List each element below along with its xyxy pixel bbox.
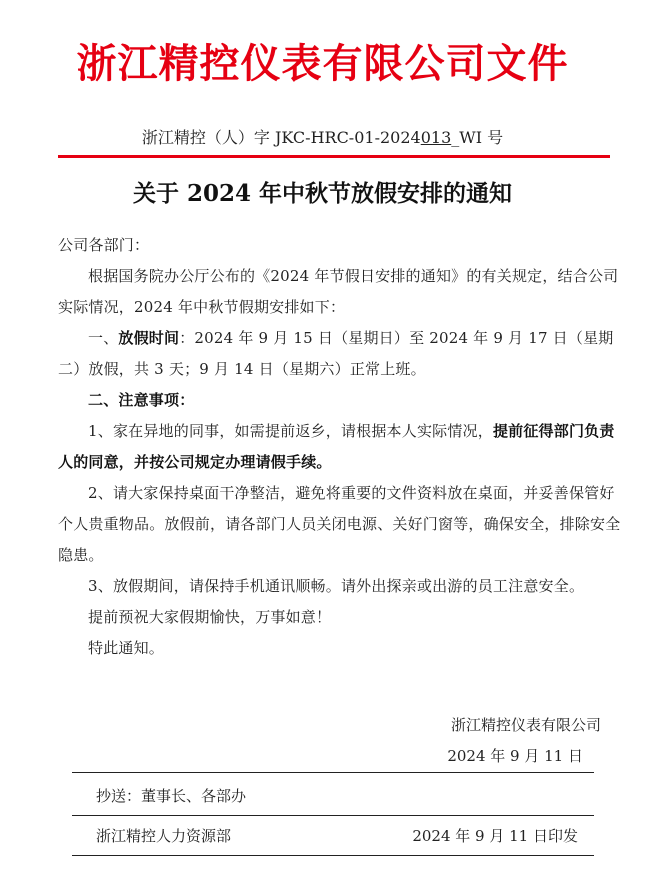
wishes-line: 提前预祝大家假期愉快，万事如意！ [88, 608, 332, 626]
section-1-paragraph [58, 323, 625, 385]
document-number [0, 126, 645, 150]
footer-top-rule [72, 772, 594, 773]
section-1-text: ：2024 年 9 月 15 日（星期日）至 2024 年 9 月 17 日（星期二）放假，共 3 天；9 月 14 日（星期六）正常上班。 [58, 329, 614, 378]
signature-date: 2024 年 9 月 11 日 [447, 747, 583, 765]
header-red-rule [58, 155, 610, 158]
notice-item-3: 3、放假期间，请保持手机通讯顺畅。请外出探亲或出游的员工注意安全。 [88, 577, 585, 595]
footer-middle-rule [72, 815, 594, 816]
print-date: 2024 年 9 月 11 日印发 [412, 827, 578, 845]
closing-line: 特此通知。 [88, 639, 165, 657]
notice-item-2: 2、请大家保持桌面干净整洁，避免将重要的文件资料放在桌面，并妥善保管好个人贵重物品。放假前，请各部门人员关闭电源、关好门窗等，确保安全，排除安全隐患。 [58, 484, 621, 564]
issuer-department: 浙江精控人力资源部 [96, 827, 232, 845]
doc-number-prefix: 浙江精控（人）字 JKC-HRC-01-2024 [141, 128, 421, 147]
doc-number-suffix: _WI 号 [451, 128, 504, 147]
section-2-heading: 二、注意事项： [88, 391, 195, 409]
doc-number-serial: 013 [420, 128, 452, 147]
intro-paragraph: 根据国务院办公厅公布的《2024 年节假日安排的通知》的有关规定，结合公司实际情况，2024 年中秋节假期安排如下： [58, 267, 619, 316]
section-1-number: 一、 [88, 329, 119, 347]
notice-body [58, 230, 625, 664]
salutation: 公司各部门： [58, 236, 150, 254]
footer-bottom-rule [72, 855, 594, 856]
item-1-bold: 提前征得部门负责人的同意，并按公司规定办理请假手续。 [58, 422, 615, 471]
notice-item-1 [58, 416, 625, 478]
cc-line: 抄送：董事长、各部办 [96, 787, 247, 805]
section-1-label: 放假时间 [118, 329, 180, 347]
signature-company: 浙江精控仪表有限公司 [450, 716, 601, 734]
document-header-title: 浙江精控仪表有限公司文件 [76, 41, 569, 87]
notice-title: 关于 2024 年中秋节放假安排的通知 [132, 180, 513, 207]
item-1-text: 1、家在异地的同事，如需提前返乡，请根据本人实际情况， [88, 422, 493, 440]
